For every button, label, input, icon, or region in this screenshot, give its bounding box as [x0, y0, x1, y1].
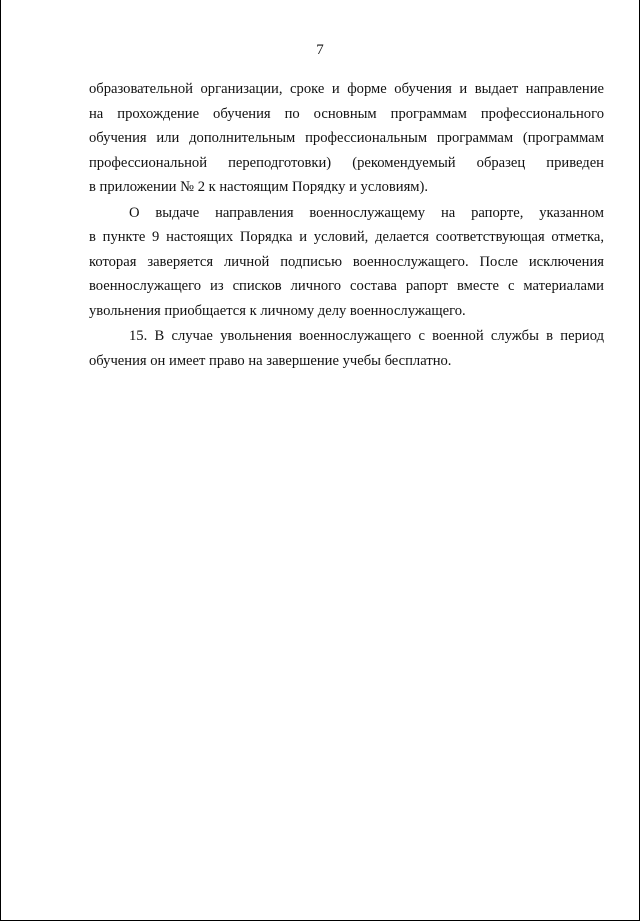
text-line: которая заверяется личной подписью военнослужащего. После исключения — [89, 253, 604, 270]
text-line: образовательной организации, сроке и форме обучения и выдает направление — [89, 81, 604, 97]
text-line: профессиональной переподготовки) (рекомендуемый образец приведен — [89, 154, 604, 171]
text-line: в пункте 9 настоящих Порядка и условий, делается соответствующая отметка, — [89, 229, 604, 245]
page-number: 7 — [316, 42, 324, 58]
text-line: увольнения приобщается к личному делу военнослужащего. — [89, 302, 466, 319]
text-line: обучения он имеет право на завершение учебы бесплатно. — [89, 352, 452, 369]
text-line: военнослужащего из списков личного состава рапорт вместе с материалами — [89, 278, 604, 294]
text-line: на прохождение обучения по основным программам профессионального — [89, 105, 604, 122]
paragraph-continuation — [89, 77, 604, 200]
paragraph-item-15 — [89, 324, 604, 373]
text-line: 15. В случае увольнения военнослужащего с военной службы в период — [129, 328, 604, 344]
text-line: в приложении № 2 к настоящим Порядку и условиям). — [89, 179, 429, 195]
scan-edge-left — [0, 0, 1, 921]
document-body — [89, 77, 604, 373]
paragraph-referral-note — [89, 201, 604, 324]
text-line: обучения или дополнительным профессиональным программам (программам — [89, 130, 604, 146]
text-line: О выдаче направления военнослужащему на рапорте, указанном — [129, 204, 604, 221]
